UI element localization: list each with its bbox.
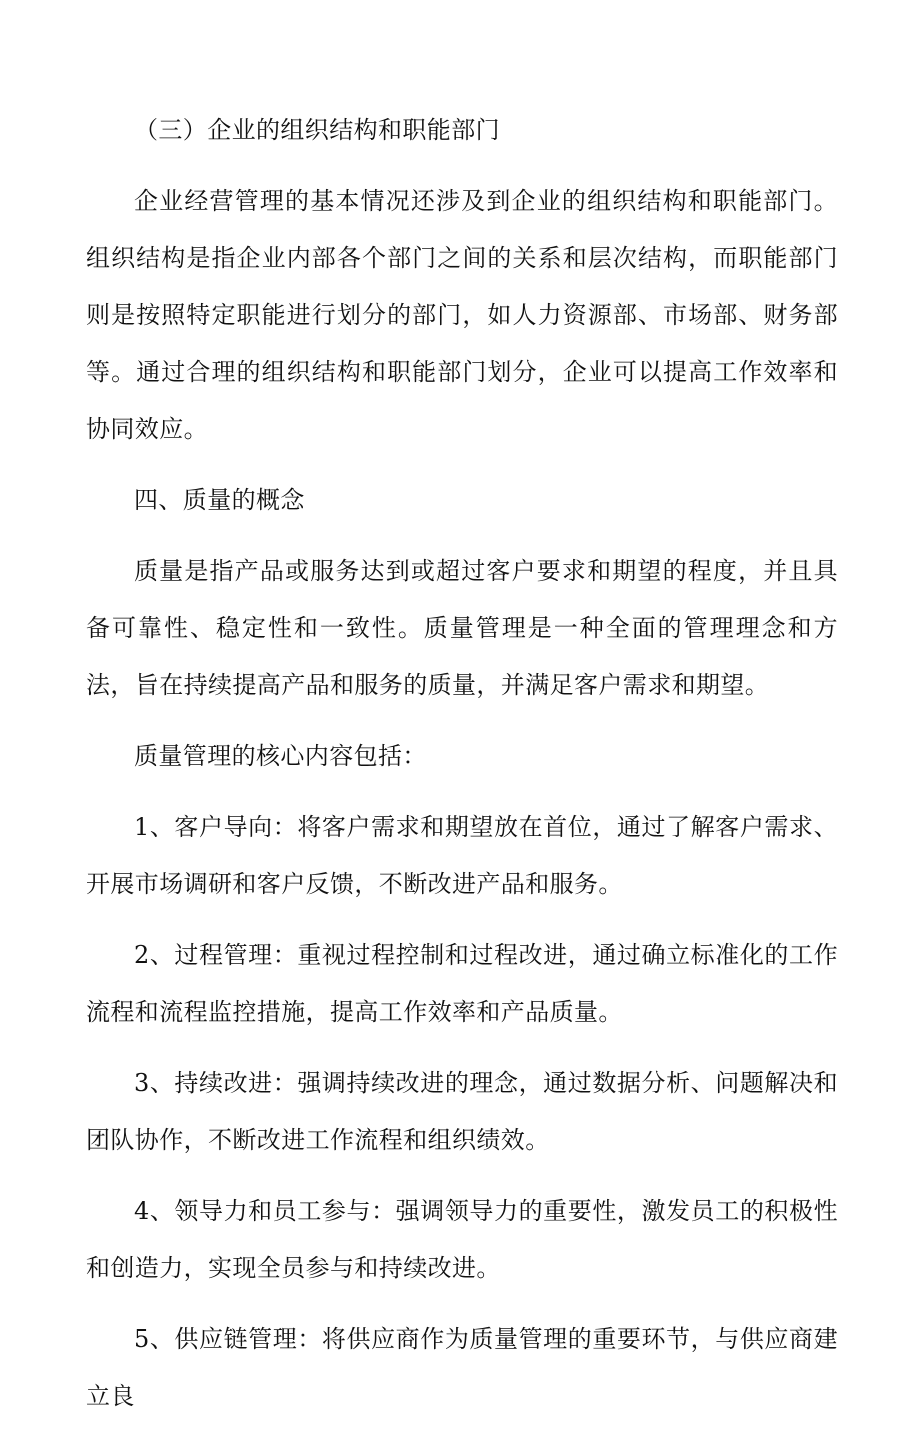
list-item-customer-orientation: 1、客户导向：将客户需求和期望放在首位，通过了解客户需求、开展市场调研和客户反馈，不断改进产品和服务。 <box>86 813 838 898</box>
paragraph-quality-definition: 质量是指产品或服务达到或超过客户要求和期望的程度，并且具备可靠性、稳定性和一致性。质量管理是一种全面的管理理念和方法，旨在持续提高产品和服务的质量，并满足客户需求和期望。 <box>86 557 838 699</box>
list-item-supply-chain: 5、供应链管理：将供应商作为质量管理的重要环节，与供应商建立良 <box>86 1325 838 1410</box>
document-body <box>86 102 838 1439</box>
paragraph-quality-core-intro: 质量管理的核心内容包括： <box>134 742 427 770</box>
paragraph-org-structure: 企业经营管理的基本情况还涉及到企业的组织结构和职能部门。组织结构是指企业内部各个部门之间的关系和层次结构，而职能部门则是按照特定职能进行划分的部门，如人力资源部、市场部、财务部等。通过合理的组织结构和职能部门划分，企业可以提高工作效率和协同效应。 <box>86 187 838 443</box>
list-item-continuous-improvement: 3、持续改进：强调持续改进的理念，通过数据分析、问题解决和团队协作，不断改进工作流程和组织绩效。 <box>86 1069 838 1154</box>
list-item-leadership-participation: 4、领导力和员工参与：强调领导力的重要性，激发员工的积极性和创造力，实现全员参与和持续改进。 <box>86 1197 838 1282</box>
list-item-process-management: 2、过程管理：重视过程控制和过程改进，通过确立标准化的工作流程和流程监控措施，提高工作效率和产品质量。 <box>86 941 838 1026</box>
section-heading-quality-concept: 四、质量的概念 <box>134 486 305 514</box>
section-heading-org-structure: （三）企业的组织结构和职能部门 <box>134 116 500 144</box>
